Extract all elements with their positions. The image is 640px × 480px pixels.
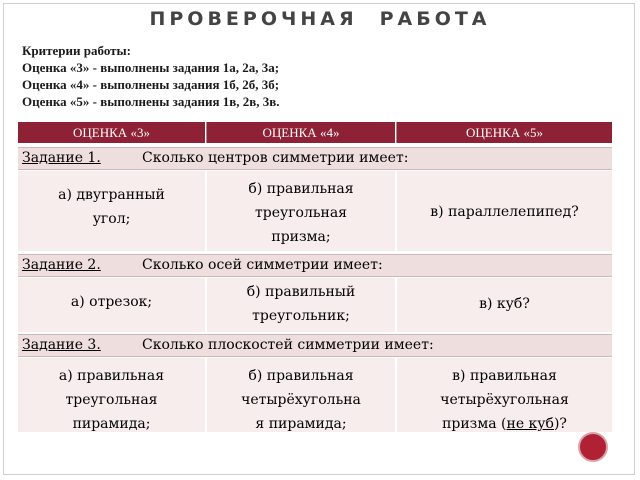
criteria-line: Оценка «3» - выполнены задания 1а, 2а, 3а;	[22, 60, 280, 75]
column-divider	[396, 122, 397, 143]
criteria-block	[22, 42, 280, 110]
option-line: пирамида;	[72, 416, 151, 432]
header-grade-3: ОЦЕНКА «3»	[18, 122, 205, 143]
option-line: б) правильная	[248, 181, 354, 197]
task-1-option-b	[207, 171, 395, 251]
task-3-number: Задание 3.	[22, 337, 101, 353]
option-line: треугольник;	[252, 308, 350, 324]
option-line: а) двугранный	[58, 187, 165, 203]
option-line: угол;	[92, 211, 131, 227]
task-1-option-c	[397, 171, 612, 251]
option-line: б) правильная	[248, 368, 354, 384]
task-3-option-c	[397, 358, 612, 432]
title-word-2: РАБОТА	[379, 8, 491, 30]
task-2-option-c	[397, 278, 612, 332]
task-1-number: Задание 1.	[22, 150, 101, 166]
task-2-option-a	[18, 278, 205, 332]
option-text: )?	[553, 416, 567, 432]
option-line: четырёхугольная	[440, 392, 569, 408]
task-2-row	[18, 254, 612, 277]
task-1-row	[18, 147, 612, 170]
option-line: треугольная	[254, 205, 348, 221]
criteria-line: Оценка «5» - выполнены задания 1в, 2в, 3в.	[22, 94, 280, 109]
option-line: призма;	[271, 229, 331, 245]
option-line: я пирамида;	[255, 416, 347, 432]
criteria-line: Оценка «4» - выполнены задания 1б, 2б, 3б;	[22, 77, 280, 92]
option-text: призма (	[442, 416, 507, 432]
column-divider	[206, 122, 207, 143]
header-grade-5: ОЦЕНКА «5»	[397, 122, 612, 143]
task-2-question: Сколько осей симметрии имеет:	[142, 257, 383, 273]
task-2-number: Задание 2.	[22, 257, 101, 273]
option-line: а) отрезок;	[70, 294, 153, 310]
page-title	[0, 8, 640, 30]
option-line	[397, 412, 612, 432]
tasks-table	[18, 120, 612, 432]
option-line: в) параллелепипед?	[430, 204, 579, 220]
task-1-option-a	[18, 171, 205, 251]
task-3-option-b	[207, 358, 395, 432]
header-grade-4: ОЦЕНКА «4»	[207, 122, 395, 143]
task-3-option-a	[18, 358, 205, 432]
option-underlined-text: не куб	[506, 416, 554, 432]
option-line: четырёхугольна	[241, 392, 361, 408]
option-line: треугольная	[65, 392, 158, 408]
criteria-heading: Критерии работы:	[22, 43, 132, 58]
task-3-row	[18, 334, 612, 357]
task-3-question: Сколько плоскостей симметрии имеет:	[142, 337, 434, 353]
option-line: б) правильный	[246, 284, 356, 300]
task-2-option-b	[207, 278, 395, 332]
option-line: в) правильная	[452, 368, 557, 384]
title-word-1: ПРОВЕРОЧНАЯ	[149, 8, 358, 30]
option-line: а) правильная	[58, 368, 165, 384]
option-line: в) куб?	[479, 296, 530, 312]
decorative-circle	[578, 432, 608, 462]
task-1-question: Сколько центров симметрии имеет:	[142, 150, 409, 166]
